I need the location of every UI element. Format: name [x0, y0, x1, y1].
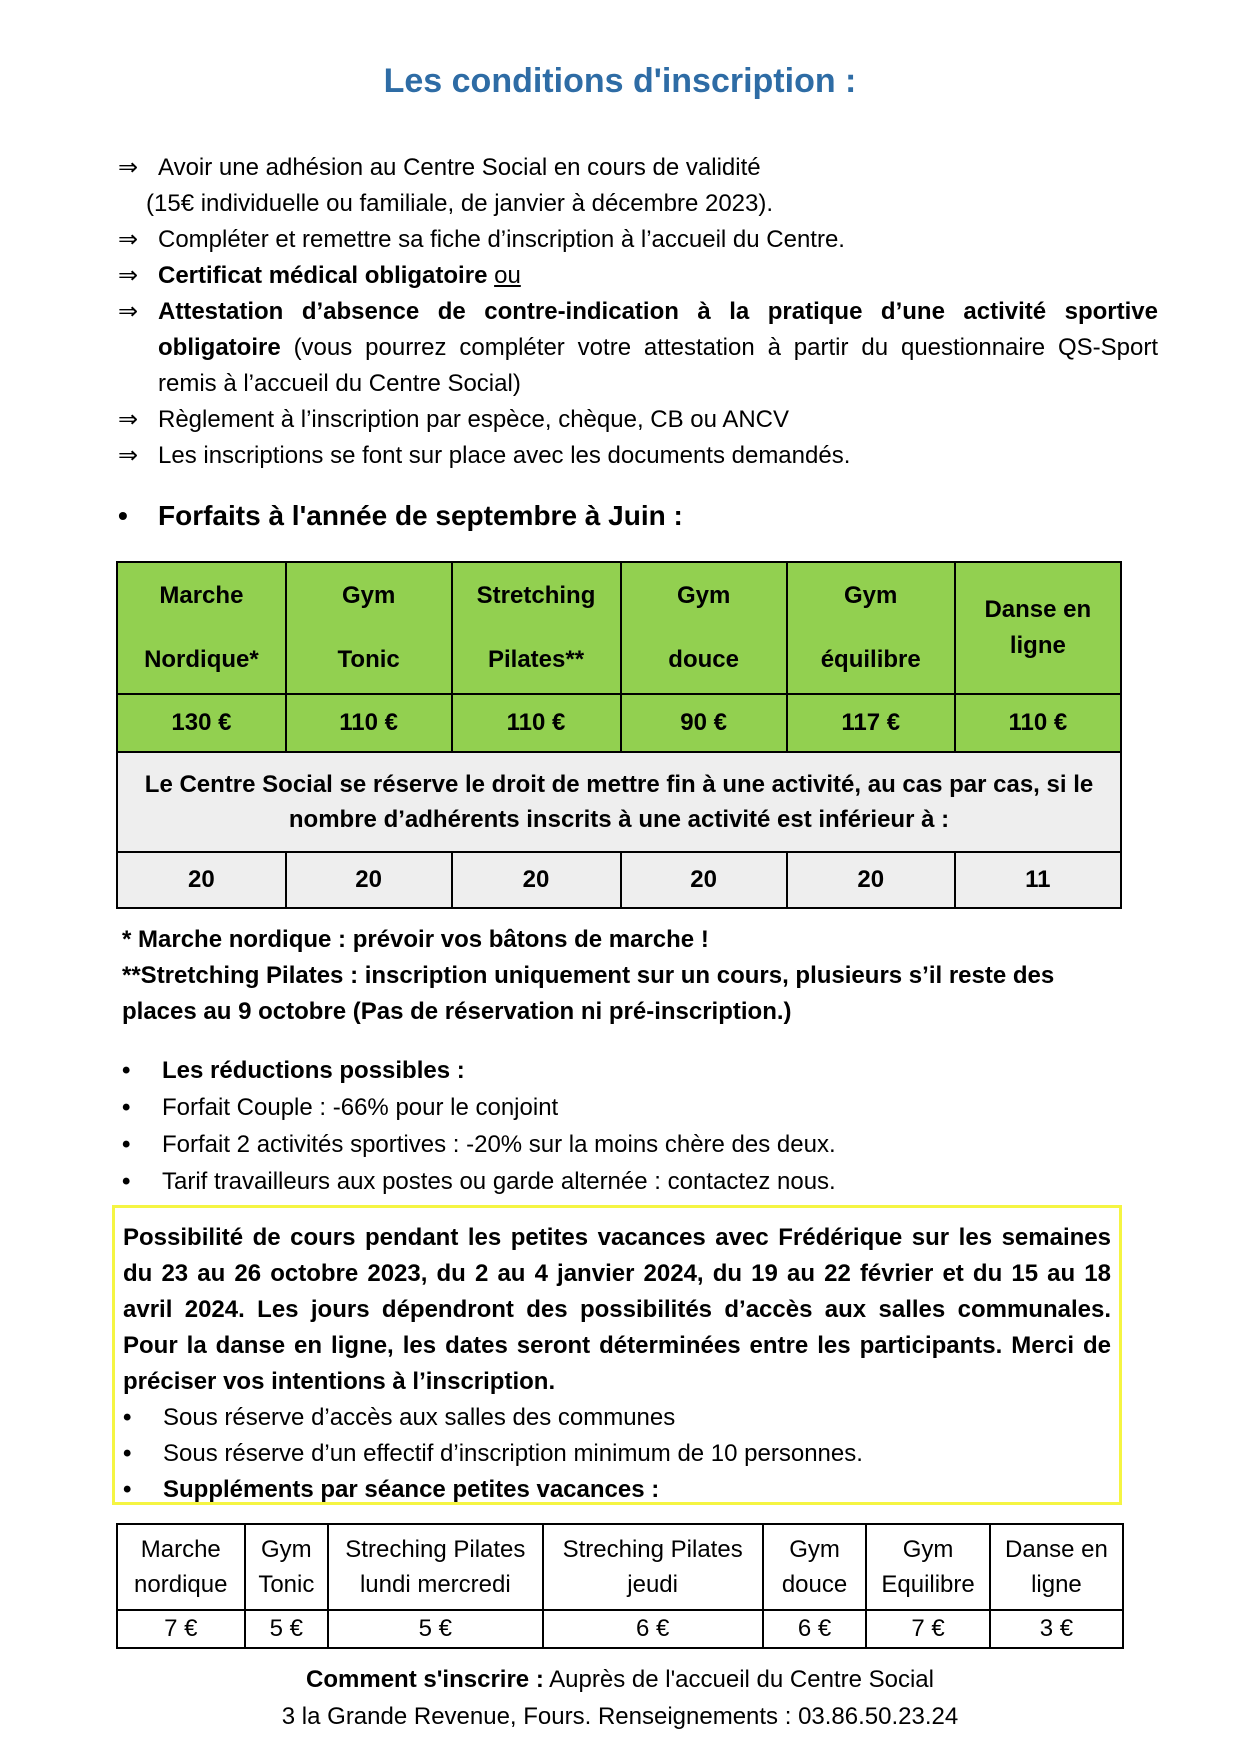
- minimum-row: [117, 852, 1121, 908]
- supplement-price-cell: 6 €: [543, 1610, 763, 1648]
- supplements-table: [116, 1523, 1124, 1649]
- activity-header-cell: Danse en ligne: [955, 562, 1121, 694]
- conditions-list: [118, 150, 1158, 474]
- contact-label: Comment s'inscrire :: [306, 1666, 544, 1693]
- price-row: [117, 694, 1121, 752]
- condition-item: [118, 438, 1158, 474]
- condition-text: Les inscriptions se font sur place avec les documents demandés.: [158, 442, 851, 469]
- condition-text: Règlement à l’inscription par espèce, chèque, CB ou ANCV: [158, 406, 790, 433]
- activity-header-cell: Marche Nordique*: [117, 562, 286, 694]
- vacances-paragraph: Possibilité de cours pendant les petites vacances avec Frédérique sur les semaines du 23 au 26 octobre 2023, du 2 au 4 janvier 2024, du 19 au 22 février et du 15 au 18 avril 2024. Les jours dépendront des possibilités d’accès aux salles communales. Pour la danse en ligne, les dates seront déterminées entre les participants. Merci de préciser vos intentions à l’inscription.: [123, 1224, 1111, 1395]
- minimum-cell: 11: [955, 852, 1121, 908]
- note-row: [117, 752, 1121, 852]
- supplement-header-row: [117, 1524, 1123, 1610]
- bullet-icon: •: [123, 1440, 132, 1467]
- price-cell: 110 €: [452, 694, 621, 752]
- reduction-item: • Tarif travailleurs aux postes ou garde alternée : contactez nous.: [122, 1163, 836, 1200]
- supplement-header-cell: Gym Equilibre: [866, 1524, 990, 1610]
- bullet-icon: •: [122, 1094, 131, 1121]
- condition-item: [118, 258, 1158, 294]
- bullet-icon: •: [123, 1404, 132, 1431]
- supplement-price-cell: 6 €: [763, 1610, 866, 1648]
- condition-text: Avoir une adhésion au Centre Social en cours de validité: [158, 154, 761, 181]
- forfaits-heading-text: Forfaits à l'année de septembre à Juin :: [158, 500, 683, 531]
- arrow-icon: ⇒: [118, 298, 139, 325]
- reductions-list: [122, 1052, 836, 1200]
- activity-header-row: [117, 562, 1121, 694]
- minimum-cell: 20: [117, 852, 286, 908]
- vacances-item: • Sous réserve d’un effectif d’inscription minimum de 10 personnes.: [123, 1436, 1111, 1472]
- condition-item: [118, 294, 1158, 402]
- vacances-item: • Sous réserve d’accès aux salles des communes: [123, 1400, 1111, 1436]
- price-cell: 110 €: [955, 694, 1121, 752]
- condition-bold-text: Certificat médical obligatoire: [158, 262, 488, 289]
- minimum-cell: 20: [452, 852, 621, 908]
- supplement-price-row: [117, 1610, 1123, 1648]
- vacances-box: [112, 1205, 1122, 1505]
- condition-text: Compléter et remettre sa fiche d’inscription à l’accueil du Centre.: [158, 226, 845, 253]
- supplement-header-cell: Streching Pilates jeudi: [543, 1524, 763, 1610]
- supplements-heading: • Suppléments par séance petites vacances :: [123, 1472, 1111, 1508]
- supplement-price-cell: 5 €: [328, 1610, 542, 1648]
- supplement-header-cell: Gym Tonic: [245, 1524, 329, 1610]
- condition-item: [118, 150, 1158, 186]
- activity-header-cell: Gym équilibre: [787, 562, 955, 694]
- activity-header-cell: Gym douce: [621, 562, 787, 694]
- supplement-price-cell: 7 €: [117, 1610, 245, 1648]
- arrow-icon: ⇒: [118, 442, 139, 469]
- forfaits-heading: [118, 500, 683, 532]
- arrow-icon: ⇒: [118, 154, 139, 181]
- minimum-note: Le Centre Social se réserve le droit de mettre fin à une activité, au cas par cas, si le nombre d’adhérents inscrits à une activité est inférieur à :: [117, 752, 1121, 852]
- page-title: Les conditions d'inscription :: [383, 62, 857, 100]
- price-cell: 130 €: [117, 694, 286, 752]
- reduction-item: • Forfait 2 activités sportives : -20% sur la moins chère des deux.: [122, 1126, 836, 1163]
- supplement-price-cell: 5 €: [245, 1610, 329, 1648]
- reductions-heading: • Les réductions possibles :: [122, 1052, 836, 1089]
- condition-or: ou: [494, 262, 521, 289]
- activity-header-cell: Gym Tonic: [286, 562, 452, 694]
- arrow-icon: ⇒: [118, 226, 139, 253]
- contact-address: 3 la Grande Revenue, Fours. Renseignements : 03.86.50.23.24: [281, 1703, 959, 1730]
- price-cell: 90 €: [621, 694, 787, 752]
- footnote-stretching: **Stretching Pilates : inscription uniquement sur un cours, plusieurs s’il reste des places au 9 octobre (Pas de réservation ni pré-inscription.): [122, 962, 1055, 1025]
- minimum-cell: 20: [787, 852, 955, 908]
- contact-info: [0, 1661, 1240, 1735]
- bullet-icon: •: [122, 1057, 131, 1084]
- bullet-icon: •: [123, 1476, 132, 1503]
- supplement-price-cell: 7 €: [866, 1610, 990, 1648]
- minimum-cell: 20: [286, 852, 452, 908]
- price-cell: 110 €: [286, 694, 452, 752]
- condition-item: [118, 402, 1158, 438]
- condition-text: (vous pourrez compléter votre attestation à partir du questionnaire QS-Sport remis à l’accueil du Centre Social): [158, 334, 1158, 397]
- arrow-icon: ⇒: [118, 406, 139, 433]
- condition-subtext: (15€ individuelle ou familiale, de janvier à décembre 2023).: [146, 190, 774, 217]
- bullet-icon: •: [122, 1131, 131, 1158]
- arrow-icon: ⇒: [118, 262, 139, 289]
- bullet-icon: •: [122, 1168, 131, 1195]
- reduction-item: • Forfait Couple : -66% pour le conjoint: [122, 1089, 836, 1126]
- contact-line: [0, 1661, 1240, 1698]
- supplement-header-cell: Gym douce: [763, 1524, 866, 1610]
- condition-bold-text: Attestation d’absence de contre-indication à la pratique d’une activité sportive obligatoire: [158, 298, 1158, 361]
- supplement-header-cell: Danse en ligne: [990, 1524, 1123, 1610]
- activity-header-cell: Stretching Pilates**: [452, 562, 621, 694]
- footnote-marche: * Marche nordique : prévoir vos bâtons de marche !: [122, 926, 709, 953]
- minimum-cell: 20: [621, 852, 787, 908]
- forfaits-table: [116, 561, 1122, 909]
- supplement-price-cell: 3 €: [990, 1610, 1123, 1648]
- price-cell: 117 €: [787, 694, 955, 752]
- supplement-header-cell: Marche nordique: [117, 1524, 245, 1610]
- footnotes: [122, 922, 1120, 1030]
- condition-item: [118, 222, 1158, 258]
- supplement-header-cell: Streching Pilates lundi mercredi: [328, 1524, 542, 1610]
- contact-text: Auprès de l'accueil du Centre Social: [543, 1666, 934, 1693]
- bullet-icon: •: [118, 500, 128, 531]
